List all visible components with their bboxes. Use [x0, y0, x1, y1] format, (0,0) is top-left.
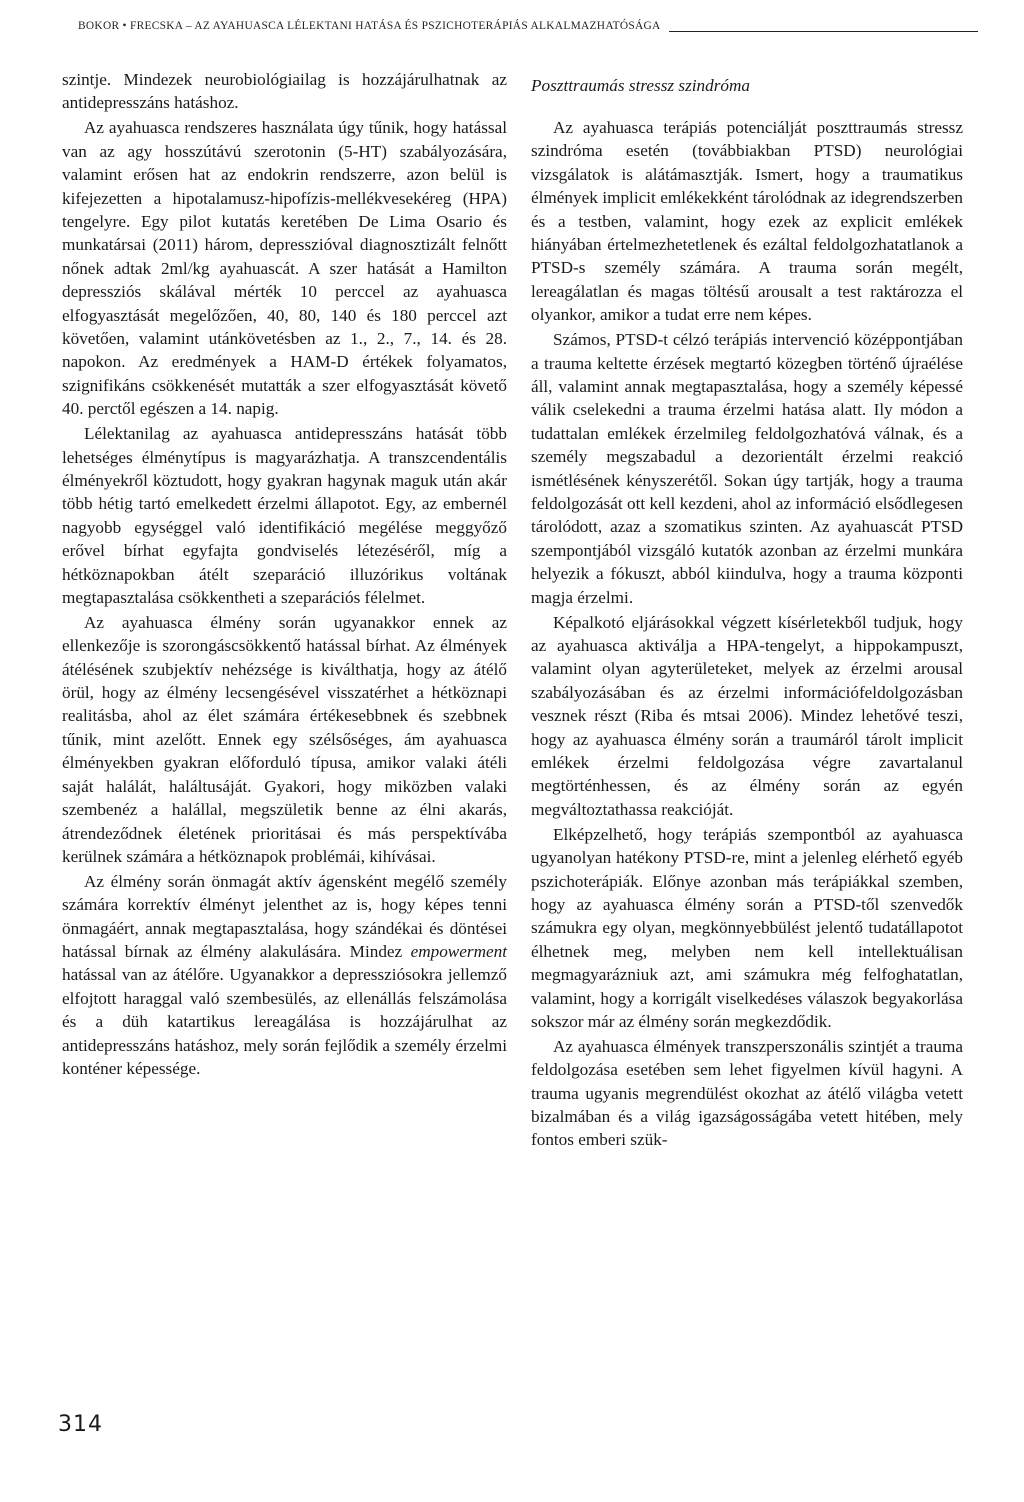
paragraph: Lélektanilag az ayahuasca antidepresszáns hatását több lehetséges élménytípus is magyarázhatja. A transzcendentális élményekről köztudott, hogy gyakran hagynak maguk után akár több hétig tartó emelkedett érzelmi állapotot. Egy, az embernél nagyobb egységgel való identifikáció megélése meggyőző erővel bírhat egyfajta gondviselés létezéséről, míg a hétköznapokban átélt szeparáció illuzórikus voltának megtapasztalása csökkentheti a szeparációs félelmet.: [62, 424, 507, 607]
header-rule: [669, 31, 978, 32]
paragraph: Az ayahuasca élmény során ugyanakkor ennek az ellenkezője is szorongáscsökkentő hatással bírhat. Az élmények átélésének szubjektív nehézsége is kiválthatja, hogy az átélő örül, hogy az élmény lecsengésével visszatérhet a hétköznapi realitásba, ahol az élet számára értékesebbnek és szebbnek tűnik, mint azelőtt. Ennek egy szélsőséges, ám ayahuasca élményekben gyakran előforduló típusa, amikor valaki átéli saját halálát, haláltusáját. Gyakori, hogy miközben valaki szembenéz a halállal, megszületik benne az élni akarás, átrendeződnek életének prioritásai és más perspektívába kerülnek számára a hétköznapok problémái, kihívásai.: [62, 612, 507, 866]
section-heading: Poszttraumás stressz szindróma: [531, 76, 751, 95]
paragraph: szintje. Mindezek neurobiológiailag is hozzájárulhatnak az antidepresszáns hatáshoz.: [62, 70, 507, 113]
paragraph: Számos, PTSD-t célzó terápiás intervenció középpontjában a trauma keltette érzések megtartó közegben történő újraélése áll, valamint annak megtapasztalása, hogy a személy képessé válik cselekedni a trauma érzelmi hatása alatt. Ily módon a tudattalan emlékek érzelmileg feldolgozhatóvá válnak, és a személy megszabadul a dezorientált érzelmi reakció ismétlésének kényszerétől. Sokan úgy tartják, hogy a trauma feldolgozását ott kell kezdeni, ahol az információ elsődlegesen tárolódott, azaz a szomatikus szinten. Az ayahuascát PTSD szempontjából vizsgáló kutatók azonban az érzelmi munkára helyezik a fókuszt, abból kiindulva, hogy a trauma központi magja érzelmi.: [531, 330, 963, 607]
page-number: 314: [58, 1412, 103, 1437]
paragraph: [62, 870, 507, 1081]
left-column: [62, 68, 507, 1082]
paragraph: Az ayahuasca élmények transzperszonális szintjét a trauma feldolgozása esetében sem lehet figyelmen kívül hagyni. A trauma ugyanis megrendülést okozhat az átélő világba vetett bizalmában és a világ igazságosságába vetett hitében, mely fontos emberi szük-: [531, 1036, 963, 1150]
running-header: [78, 20, 978, 32]
paragraph: Az ayahuasca rendszeres használata úgy tűnik, hogy hatással van az agy hosszútávú szerotonin (5-HT) szabályozására, valamint erősen hat az endokrin rendszerre, azon belül is kifejezetten a hipotalamusz-hipofízis-mellékvesekéreg (HPA) tengelyre. Egy pilot kutatás keretében De Lima Osario és munkatársai (2011) három, depresszióval diagnosztizált felnőtt nőnek adtak 2ml/kg ayahuascát. A szer hatását a Hamilton depressziós skálával mérték 10 perccel az ayahuasca elfogyasztását megelőzően, 40, 80, 140 és 180 perccel azt követően, valamint utánkövetésben az 1., 2., 7., 14. és 28. napokon. Az eredmények a HAM-D értékek folyamatos, szignifikáns csökkenését mutatták a szer elfogyasztását követő 40. perctől egészen a 14. napig.: [62, 118, 507, 419]
emphasis-term: empowerment: [410, 942, 507, 962]
paragraph: Elképzelhető, hogy terápiás szempontból az ayahuasca ugyanolyan hatékony PTSD-re, mint a jelenleg elérhető egyéb pszichoterápiák. Előnye azonban más terápiákkal szemben, hogy az ayahuasca élmény során a PTSD-től szenvedők számukra egy olyan, megkönnyebbülést jelentő tudatállapotot élhetnek meg, melyben nem kell intellektuálisan megmagyarázniuk azt, ami számukra még felfoghatatlan, valamint, hogy a korrigált viselkedéses válaszok begyakorlása sokszor már az élmény során megkezdődik.: [531, 824, 963, 1031]
paragraph-text: hatással van az átélőre. Ugyanakkor a depressziósokra jellemző elfojtott haraggal való szembesülés, az ellenállás felszámolása és a düh katartikus lereagálása is hozzájárulhat az antidepresszáns hatáshoz, mely során fejlődik a személy érzelmi konténer képessége.: [62, 965, 507, 1079]
running-head-text: BOKOR • FRECSKA – AZ AYAHUASCA LÉLEKTANI HATÁSA ÉS PSZICHOTERÁPIÁS ALKALMAZHATÓSÁGA: [78, 20, 661, 32]
right-column: [531, 68, 963, 1153]
paragraph-text: Az élmény során önmagát aktív ágensként megélő személy számára korrektív élményt jelenthet az is, hogy képes tenni önmagáért, annak megtapasztalása, hogy szándékai és döntései hatással bírnak az élmény alakulására. Mindez: [62, 871, 507, 962]
paragraph: Az ayahuasca terápiás potenciálját poszttraumás stressz szindróma esetén (továbbiakban PTSD) neurológiai vizsgálatok is alátámasztják. Ismert, hogy a traumatikus élmények implicit emlékekként tárolódnak az idegrendszerben és a testben, valamint, hogy ezek az explicit emlékek hiányában értelmezhetetlenek és ezáltal feldolgozhatatlanok a PTSD-s személy számára. A trauma során megélt, lereagálatlan és magas töltésű arousalt a test raktározza el olyankor, amikor a tudat erre nem képes.: [531, 118, 963, 325]
paragraph: Képalkotó eljárásokkal végzett kísérletekből tudjuk, hogy az ayahuasca aktiválja a HPA-tengelyt, a hippokampuszt, valamint olyan agyterületeket, melyek az érzelmi arousal szabályozásában és az érzelmi információfeldolgozásban vesznek részt (Riba és mtsai 2006). Mindez lehetővé teszi, hogy az ayahuasca élmény során a traumáról tárolt implicit emlékek érzelmi feldolgozása végre zavartalanul megtörténhessen, és az élmény során az egyén megváltoztathassa reakcióját.: [531, 612, 963, 819]
